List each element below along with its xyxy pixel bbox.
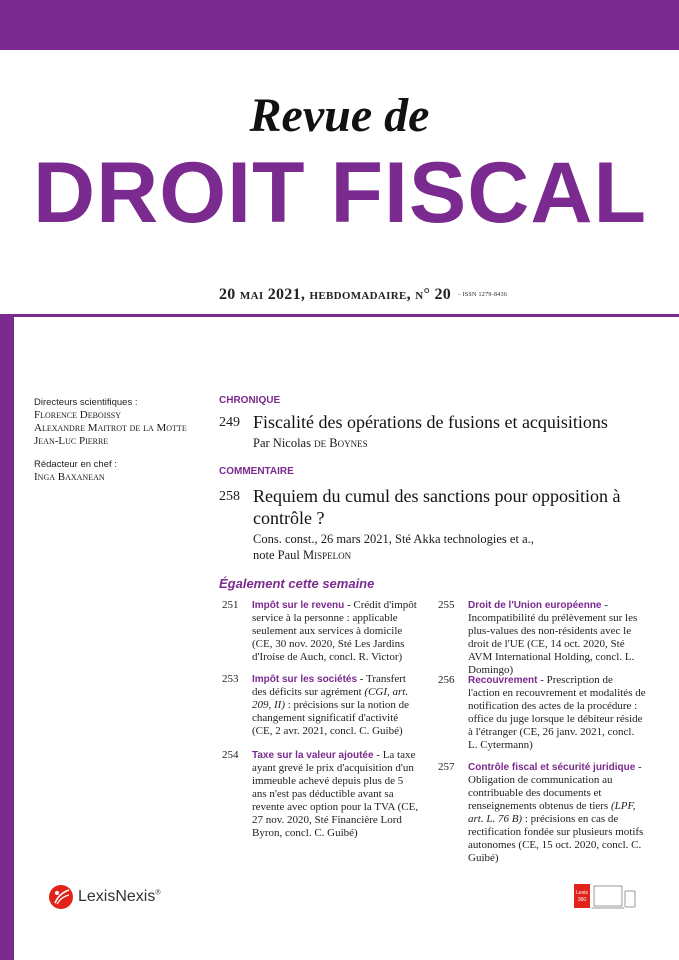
article-author: note Paul Mispelon (253, 548, 352, 562)
header-divider (0, 314, 679, 317)
section-label-commentaire: COMMENTAIRE (219, 466, 294, 477)
title-revue-de: Revue de (249, 89, 430, 142)
editor-name: Inga Baxanean (34, 471, 105, 483)
top-color-band (0, 0, 679, 50)
issn: - ISSN 1279-8436 (458, 292, 508, 299)
svg-text:Lexis: Lexis (576, 890, 588, 896)
lexisnexis-logo: LexisNexis® (48, 884, 161, 910)
article-title[interactable]: Requiem du cumul des sanctions pour opposition à contrôle ? (253, 486, 621, 528)
director-name: Alexandre Maitrot de la Motte (34, 422, 187, 434)
also-this-week-heading: Également cette semaine (219, 576, 375, 591)
directors-label: Directeurs scientifiques : (34, 397, 138, 408)
editorial-board (34, 396, 209, 484)
director-name: Florence Deboissy (34, 409, 122, 421)
director-name: Jean-Luc Pierre (34, 435, 109, 447)
article-title[interactable]: Fiscalité des opérations de fusions et acquisitions (253, 412, 608, 432)
article-number: 249 (219, 415, 240, 430)
article-reference: Cons. const., 26 mars 2021, Sté Akka technologies et a., (253, 532, 534, 546)
lexisnexis-mark-icon (48, 884, 74, 910)
title-droit-fiscal: DROIT FISCAL (33, 145, 647, 241)
section-label-chronique: CHRONIQUE (219, 395, 281, 406)
side-color-band (0, 316, 14, 960)
svg-text:360: 360 (577, 897, 587, 903)
devices-icon (572, 882, 642, 912)
article-author: Par Nicolas de Boynes (253, 436, 368, 450)
issue-info (219, 286, 507, 304)
issue-date: 20 mai 2021, hebdomadaire, n° 20 (219, 286, 452, 303)
article-number: 258 (219, 489, 240, 504)
editor-label: Rédacteur en chef : (34, 459, 117, 470)
